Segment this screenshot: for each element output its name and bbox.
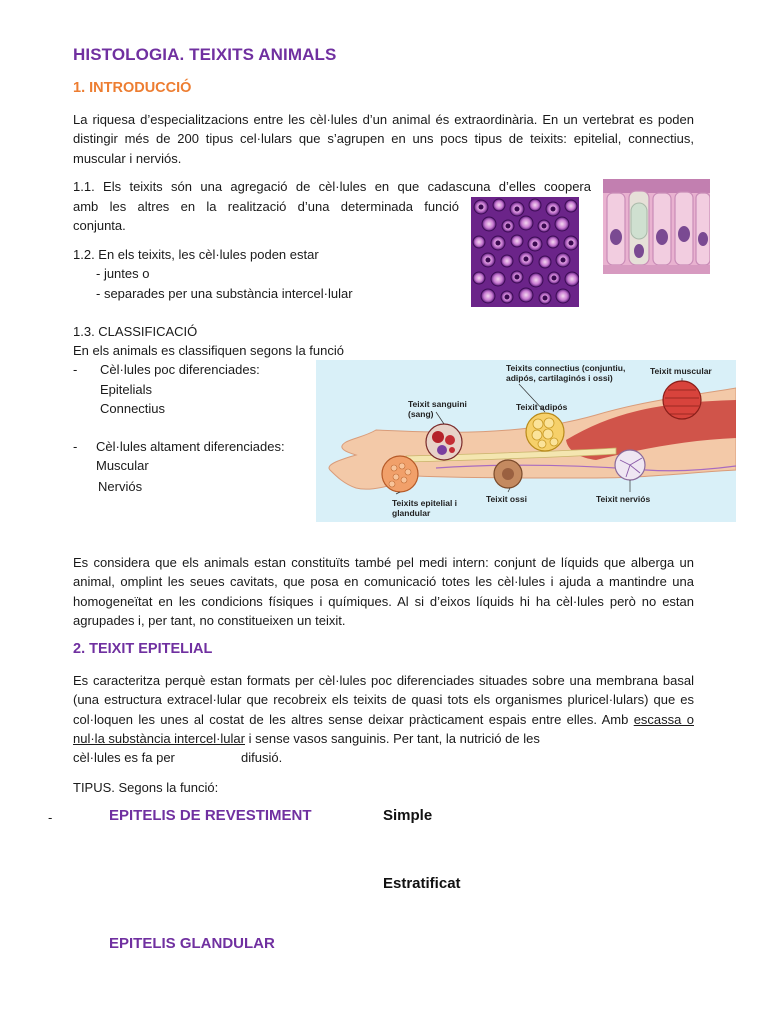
label-nervios: Teixit nerviós <box>596 494 651 504</box>
label-sang: Teixit sanguini (sang) <box>408 399 467 419</box>
label-muscular: Teixit muscular <box>650 366 712 376</box>
section-heading-introduccio: 1. INTRODUCCIÓ <box>73 80 192 96</box>
type-estratificat: Estratificat <box>383 875 461 892</box>
item-connectius: Connectius <box>100 401 166 416</box>
intro-paragraph: La riquesa d’especialitzacions entre les cèl·lules d’un animal és extraordinària. En un vertebrat es poden distingir més de 200 tipus cel·lulars que s’agrupen en uns pocs tipus de teixits: epitelial, connectius, muscular i nerviós. <box>73 112 694 166</box>
epitelial-underlined: escassa o nul·la substància intercel·lular <box>73 711 694 747</box>
epitelial-amb: Amb <box>601 711 629 727</box>
tissue-micrograph-connective <box>471 197 579 307</box>
tissue-micrograph-epithelial <box>603 179 710 274</box>
paragraph-1-2-b: - separades per una substància intercel·lular <box>96 286 353 301</box>
epitelial-paragraph <box>73 671 694 749</box>
label-connectius: Teixits connectius (conjuntiu, adipós, cartilaginós i ossi) <box>506 363 626 383</box>
paragraph-1-1-line3: conjunta. <box>73 218 126 233</box>
label-adipos: Teixit adipós <box>516 402 568 412</box>
bullet-poc-diferenciades: Cèl·lules poc diferenciades: <box>100 362 260 377</box>
epitelial-rest: i sense vasos sanguinis. Per tant, la nutrició de les <box>248 731 540 747</box>
tipus-dash: - <box>48 810 53 825</box>
bullet-altament-diferenciades: Cèl·lules altament diferenciades: <box>96 439 285 454</box>
epitelis-revestiment: EPITELIS DE REVESTIMENT <box>109 807 312 824</box>
tissue-arm-figure <box>316 360 736 522</box>
label-ossi: Teixit ossi <box>486 494 527 504</box>
item-muscular: Muscular <box>96 458 149 473</box>
epitelial-last-line-a: cèl·lules es fa per <box>73 750 175 765</box>
item-nervios: Nerviós <box>98 479 143 494</box>
paragraph-1-1-line1: 1.1. Els teixits són una agregació de cèl·lules en que cadascuna d’elles coopera <box>73 179 591 194</box>
epitelial-text: Es caracteritza perquè estan formats per cèl·lules poc diferenciades situades sobre una membrana basal (una estructura extracel·lular que recobreix els teixits de quasi tots els organismes pluricel·lulars) que es col·loquen les unes al costat de les altres sense deixar pràcticament espais entre elles. <box>73 673 694 727</box>
epitelial-last-line-b: difusió. <box>241 750 283 765</box>
bullet-dash: - <box>73 362 78 377</box>
epitelis-glandular: EPITELIS GLANDULAR <box>109 935 275 952</box>
label-epitelis: Teixits epitelial i glandular <box>392 498 458 518</box>
paragraph-1-3: 1.3. CLASSIFICACIÓ <box>73 324 198 339</box>
page-title: HISTOLOGIA. TEIXITS ANIMALS <box>73 45 337 64</box>
paragraph-1-2-a: - juntes o <box>96 266 150 281</box>
type-simple: Simple <box>383 807 433 824</box>
paragraph-1-2: 1.2. En els teixits, les cèl·lules poden estar <box>73 247 319 262</box>
paragraph-1-1-line2: amb les altres en la realització d’una determinada funció <box>73 199 459 214</box>
paragraph-1-3-sub: En els animals es classifiquen segons la funció <box>73 343 344 358</box>
tipus-line: TIPUS. Segons la funció: <box>73 780 219 795</box>
medi-intern-paragraph: Es considera que els animals estan constituïts també pel medi intern: conjunt de líquids que alberga un animal, omplint les seues cavitats, que posa en comunicació totes les cèl·lules i ajuda a mantindre una homogeneïtat en les condicions físiques i químiques. Al si d’eixos líquids hi ha cèl·lules però no estan agrupades i, per tant, no constitueixen un teixit. <box>73 555 694 629</box>
section-heading-teixit-epitelial: 2. TEIXIT EPITELIAL <box>73 641 213 657</box>
bullet-dash: - <box>73 439 78 454</box>
item-epitelials: Epitelials <box>100 382 153 397</box>
